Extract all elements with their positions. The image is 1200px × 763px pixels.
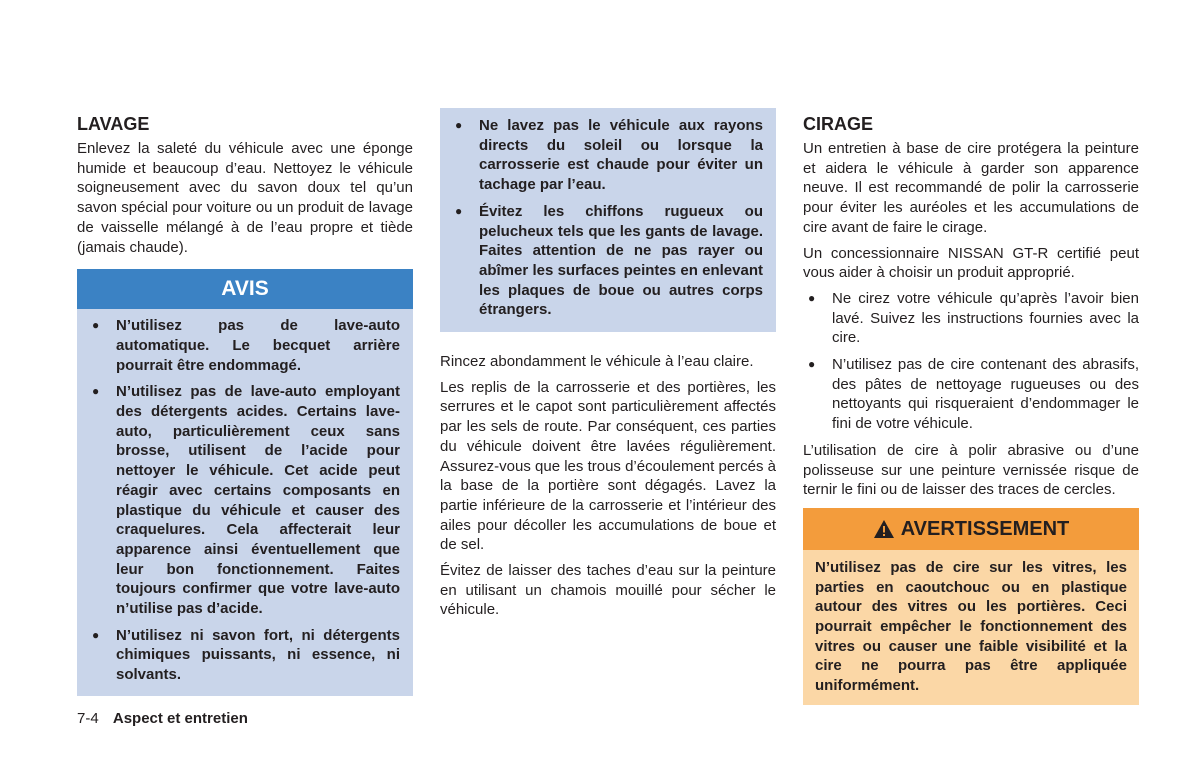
avis-continued-list (450, 116, 763, 320)
rinse-paragraph-3: Évitez de laisser des taches d’eau sur la peinture en utilisant un chamois mouillé pour sécher le véhicule. (440, 562, 776, 619)
bullet-icon: ● (92, 627, 100, 642)
lavage-intro: Enlevez la saleté du véhicule avec une éponge humide et beaucoup d’eau. Nettoyez le véhicule soigneusement avec du savon doux tel qu’un savon spécial pour voiture ou un produit de lavage de vaisselle mélangé à de l’eau propre et tiède (jamais chaude). (77, 140, 413, 256)
bullet-icon: ● (455, 118, 463, 132)
avis-item (87, 382, 400, 618)
cirage-list (803, 289, 1139, 434)
bullet-icon: ● (808, 357, 816, 372)
warning-text: N’utilisez pas de cire sur les vitres, les parties en caoutchouc ou en plastique autour des vitres ou les portières. Ceci pourrait empêcher le fonctionnement des vitres ou causer une faible visibilité et la cire ne pourra pas être appliquée uniformément. (803, 550, 1139, 705)
avis-item-text: Évitez les chiffons rugueux ou pelucheux tels que les gants de lavage. Faites attention de ne pas rayer ou abîmer les surfaces peintes en enlevant les plaques de boue ou autres corps étrangers. (479, 202, 763, 319)
avis-header: AVIS (77, 269, 413, 309)
column-left (77, 108, 413, 696)
avis-continued-box (440, 108, 776, 332)
avis-item-text: N’utilisez ni savon fort, ni détergents chimiques puissants, ni essence, ni solvants. (116, 626, 400, 684)
avis-item (450, 116, 763, 195)
cirage-heading: CIRAGE (803, 114, 874, 134)
bullet-icon: ● (455, 203, 463, 218)
avis-box (77, 309, 413, 696)
section-title: Aspect et entretien (112, 710, 248, 727)
cirage-paragraph-3: L’utilisation de cire à polir abrasive ou d’une polisseuse sur une peinture vernissée risque de ternir le fini ou de laisser des traces de cercles. (803, 441, 1139, 499)
column-middle (440, 108, 776, 626)
cirage-paragraph-2: Un concessionnaire NISSAN GT-R certifié peut vous aider à choisir un produit approprié. (803, 244, 1139, 282)
avis-list (87, 316, 400, 685)
cirage-item-text: N’utilisez pas de cire contenant des abrasifs, des pâtes de nettoyage rugueuses ou des nettoyants qui risqueraient d’endommager le fini de votre véhicule. (832, 356, 1139, 433)
cirage-item (803, 355, 1139, 434)
column-right (803, 108, 1139, 705)
warning-header (803, 508, 1139, 550)
avis-item-text: Ne lavez pas le véhicule aux rayons directs du soleil ou lorsque la carrosserie est chaude pour éviter un tachage par l’eau. (479, 117, 763, 194)
warning-title: AVERTISSEMENT (900, 517, 1070, 540)
avis-item (450, 202, 763, 320)
warning-triangle-icon (873, 519, 895, 539)
avis-item-text: N’utilisez pas de lave-auto automatique. Le becquet arrière pourrait être endommagé. (116, 317, 400, 374)
avis-item-text: N’utilisez pas de lave-auto employant des détergents acides. Certains lave-auto, particulièrement ceux sans brosse, utilisent de l’acide pour nettoyer le véhicule. Cet acide peut réagir avec certains composants en plastique du véhicule et causer des craquelures. Cela affecterait leur apparence ainsi éventuellement que leur bon fonctionnement. Faites toujours confirmer que votre lave-auto n’utilise pas d’acide. (116, 383, 400, 618)
rinse-paragraph-1: Rincez abondamment le véhicule à l’eau claire. (440, 353, 754, 371)
lavage-heading: LAVAGE (77, 114, 150, 134)
cirage-paragraph-1: Un entretien à base de cire protégera la peinture et aidera le véhicule à garder son apparence neuve. Il est recommandé de polir la carrosserie pour éviter les auréoles et les accumulations de cire avant de faire le cirage. (803, 140, 1139, 236)
cirage-item-text: Ne cirez votre véhicule qu’après l’avoir bien lavé. Suivez les instructions fournies avec la cire. (832, 289, 1139, 347)
page-number: 7-4 (77, 710, 99, 727)
cirage-item (803, 289, 1139, 348)
bullet-icon: ● (92, 384, 100, 399)
page-footer (77, 710, 248, 727)
avis-item (87, 316, 400, 375)
rinse-paragraph-2: Les replis de la carrosserie et des portières, les serrures et le capot sont particulièrement affectés par les sels de route. Par conséquent, ces parties du véhicule doivent être lavées régulièrement. Assurez-vous que les trous d’écoulement percés à la base de la portière sont dégagés. Lavez la partie inférieure de la carrosserie et l’intérieur des ailes pour décoller les accumulations de boue et de sel. (440, 378, 777, 554)
bullet-icon: ● (92, 318, 100, 333)
bullet-icon: ● (808, 290, 816, 305)
avis-item (87, 626, 400, 685)
